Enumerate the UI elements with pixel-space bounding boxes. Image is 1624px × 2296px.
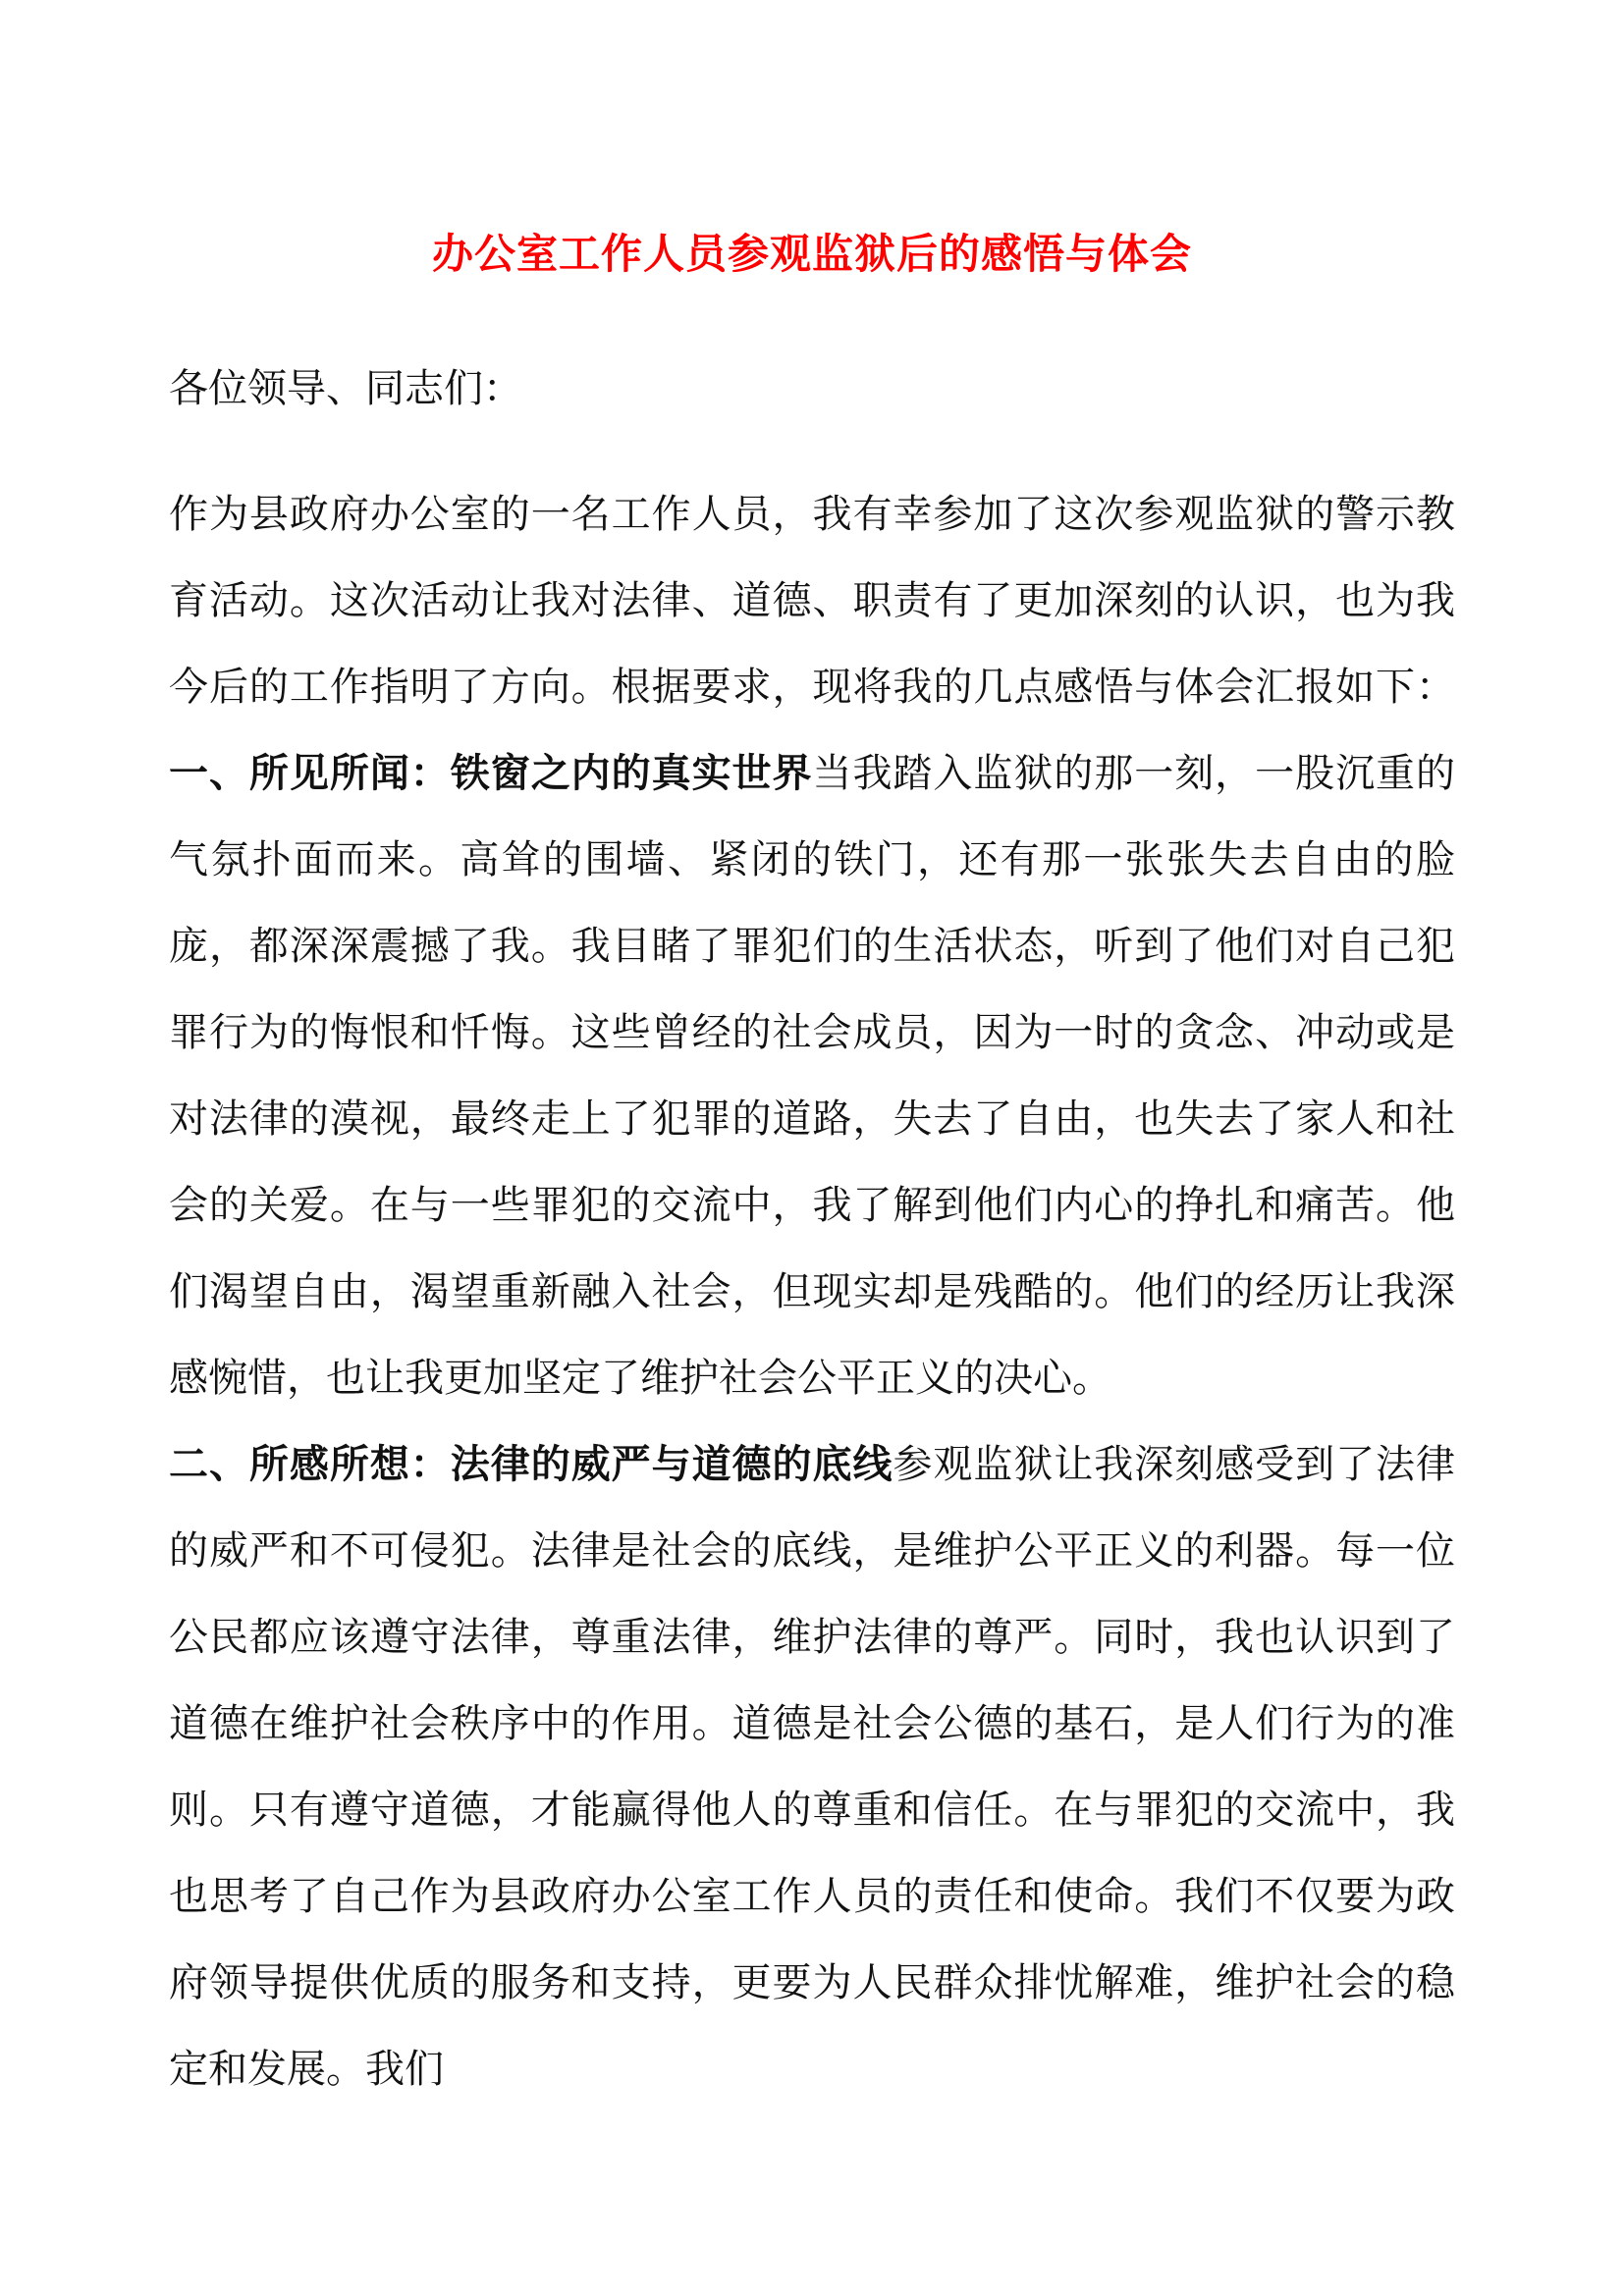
document-title: 办公室工作人员参观监狱后的感悟与体会	[431, 231, 1192, 277]
bold-text-run: 二、所感所想：法律的威严与道德的底线	[169, 1443, 893, 1486]
paragraph-section-1	[169, 471, 1455, 1421]
text-run: 作为县政府办公室的一名工作人员，我有幸参加了这次参观监狱的警示教育活动。这次活动让我对法律、道德、职责有了更加深刻的认识，也为我今后的工作指明了方向。根据要求，现将我的几点感悟与体会汇报如下：	[169, 493, 1455, 709]
document-body	[169, 346, 1455, 2112]
text-run: 参观监狱让我深刻感受到了法律的威严和不可侵犯。法律是社会的底线，是维护公平正义的利器。每一位公民都应该遵守法律，尊重法律，维护法律的尊严。同时，我也认识到了道德在维护社会秩序中的作用。道德是社会公德的基石，是人们行为的准则。只有遵守道德，才能赢得他人的尊重和信任。在与罪犯的交流中，我也思考了自己作为县政府办公室工作人员的责任和使命。我们不仅要为政府领导提供优质的服务和支持，更要为人民群众排忧解难，维护社会的稳定和发展。我们	[169, 1443, 1456, 2091]
paragraph-section-2	[169, 1421, 1455, 2112]
bold-text-run: 一、所见所闻：铁窗之内的真实世界	[169, 752, 813, 795]
text-run: 当我踏入监狱的那一刻，一股沉重的气氛扑面而来。高耸的围墙、紧闭的铁门，还有那一张张失去自由的脸庞，都深深震撼了我。我目睹了罪犯们的生活状态，听到了他们对自己犯罪行为的悔恨和忏悔。这些曾经的社会成员，因为一时的贪念、冲动或是对法律的漠视，最终走上了犯罪的道路，失去了自由，也失去了家人和社会的关爱。在与一些罪犯的交流中，我了解到他们内心的挣扎和痛苦。他们渴望自由，渴望重新融入社会，但现实却是残酷的。他们的经历让我深感惋惜，也让我更加坚定了维护社会公平正义的决心。	[169, 752, 1456, 1400]
text-run: 各位领导、同志们：	[169, 367, 522, 410]
paragraph-greeting	[169, 346, 1455, 432]
